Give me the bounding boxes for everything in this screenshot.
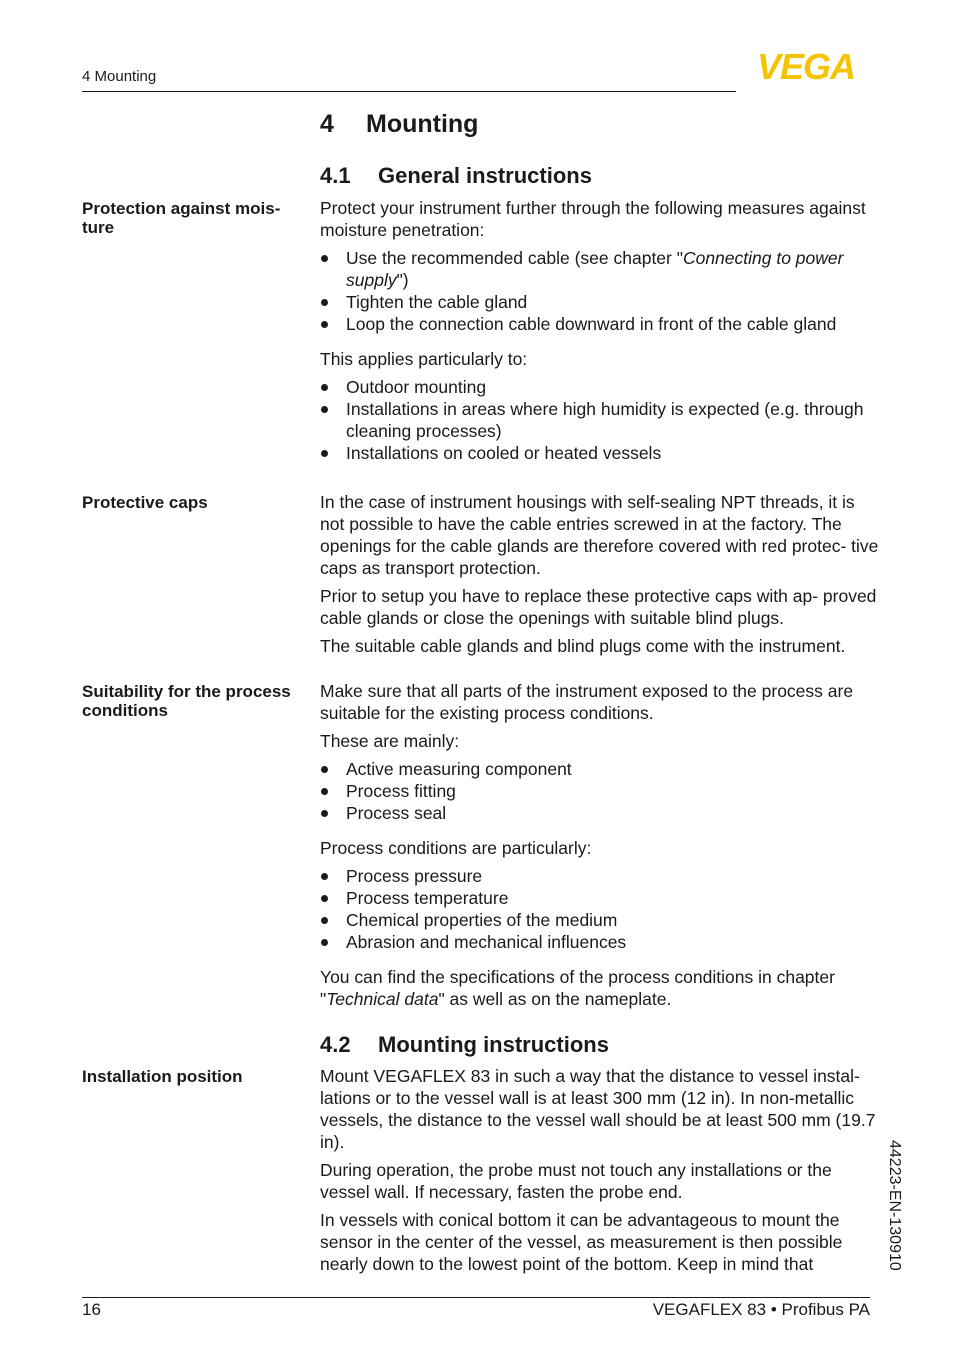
- caps-paragraph: In the case of instrument housings with self-sealing NPT threads, it is not possible to have the cable entries screwed in at the factory. The openings for the cable glands are therefore covered with red protec- tive caps as transport protection.: [320, 492, 879, 578]
- chapter-title: Mounting: [366, 110, 479, 138]
- list-item: Installations in areas where high humidity is expected (e.g. through cleaning processes): [320, 398, 880, 442]
- list-item-text: "): [396, 270, 409, 290]
- section-4-1-heading: [320, 163, 592, 189]
- side-label-process: Suitability for the process conditions: [82, 682, 291, 720]
- list-item: Abrasion and mechanical influences: [320, 931, 880, 953]
- list-item: Process pressure: [320, 865, 880, 887]
- list-item-text: Use the recommended cable (see chapter ": [346, 248, 683, 268]
- section-title: General instructions: [378, 163, 592, 188]
- page-number: 16: [82, 1300, 101, 1319]
- section-4-2-heading: [320, 1032, 609, 1058]
- conditions-intro: Process conditions are particularly:: [320, 838, 592, 858]
- footer-product: VEGAFLEX 83 • Profibus PA: [652, 1300, 870, 1319]
- section-number: 4.1: [320, 163, 351, 188]
- position-paragraph: During operation, the probe must not touch any installations or the vessel wall. If necessary, fasten the probe end.: [320, 1160, 832, 1202]
- vega-logo: [740, 50, 872, 82]
- chapter-reference: Technical data: [326, 989, 439, 1009]
- logo-text: VEGA: [756, 50, 856, 82]
- mainly-intro: These are mainly:: [320, 731, 460, 751]
- list-item: Active measuring component: [320, 758, 880, 780]
- chapter-heading: [320, 110, 478, 139]
- process-paragraph: Make sure that all parts of the instrument exposed to the process are suitable for the existing process conditions.: [320, 681, 854, 723]
- process-block: [320, 680, 880, 1016]
- list-item: Installations on cooled or heated vessels: [320, 442, 880, 464]
- list-item: Chemical properties of the medium: [320, 909, 880, 931]
- moisture-measures-list: [320, 247, 880, 335]
- list-item: Process temperature: [320, 887, 880, 909]
- paragraph-text: You can find the specifications of the process conditions in chapter ": [320, 967, 835, 1009]
- applies-list: [320, 376, 880, 464]
- list-item: Tighten the cable gland: [320, 291, 880, 313]
- side-label-caps: Protective caps: [82, 493, 208, 512]
- moisture-block: [320, 197, 880, 477]
- list-item: [320, 247, 880, 291]
- list-item: Process fitting: [320, 780, 880, 802]
- position-paragraph: Mount VEGAFLEX 83 in such a way that the distance to vessel instal- lations or to the vessel wall is at least 300 mm (12 in). In non-metallic vessels, the distance to the vessel wall should be at least 500 mm (19.7 in).: [320, 1066, 876, 1152]
- conditions-list: [320, 865, 880, 953]
- mainly-list: [320, 758, 880, 824]
- caps-paragraph: Prior to setup you have to replace these protective caps with ap- proved cable glands or close the openings with suitable blind plugs.: [320, 586, 877, 628]
- position-block: [320, 1065, 880, 1281]
- moisture-intro: Protect your instrument further through the following measures against moisture penetration:: [320, 198, 866, 240]
- position-paragraph: In vessels with conical bottom it can be advantageous to mount the sensor in the center of the vessel, as measurement is then possible nearly down to the lowest point of the bottom. Keep in mind that: [320, 1210, 843, 1274]
- list-item: Outdoor mounting: [320, 376, 880, 398]
- side-label-moisture: Protection against mois- ture: [82, 199, 281, 237]
- section-number: 4.2: [320, 1032, 351, 1057]
- section-title: Mounting instructions: [378, 1032, 609, 1057]
- caps-paragraph: The suitable cable glands and blind plugs come with the instrument.: [320, 636, 846, 656]
- applies-intro: This applies particularly to:: [320, 349, 528, 369]
- list-item: Process seal: [320, 802, 880, 824]
- document-id: 44223-EN-130910: [886, 1140, 903, 1271]
- caps-block: [320, 491, 880, 663]
- running-header: 4 Mounting: [82, 68, 157, 85]
- header-rule: [82, 91, 736, 92]
- list-item: Loop the connection cable downward in front of the cable gland: [320, 313, 880, 335]
- side-label-position: Installation position: [82, 1067, 243, 1086]
- chapter-reference: Connecting to power supply: [346, 248, 844, 290]
- paragraph-text: " as well as on the nameplate.: [438, 989, 672, 1009]
- specifications-paragraph: [320, 966, 880, 1010]
- footer-rule: [82, 1297, 870, 1298]
- chapter-number: 4: [320, 110, 334, 138]
